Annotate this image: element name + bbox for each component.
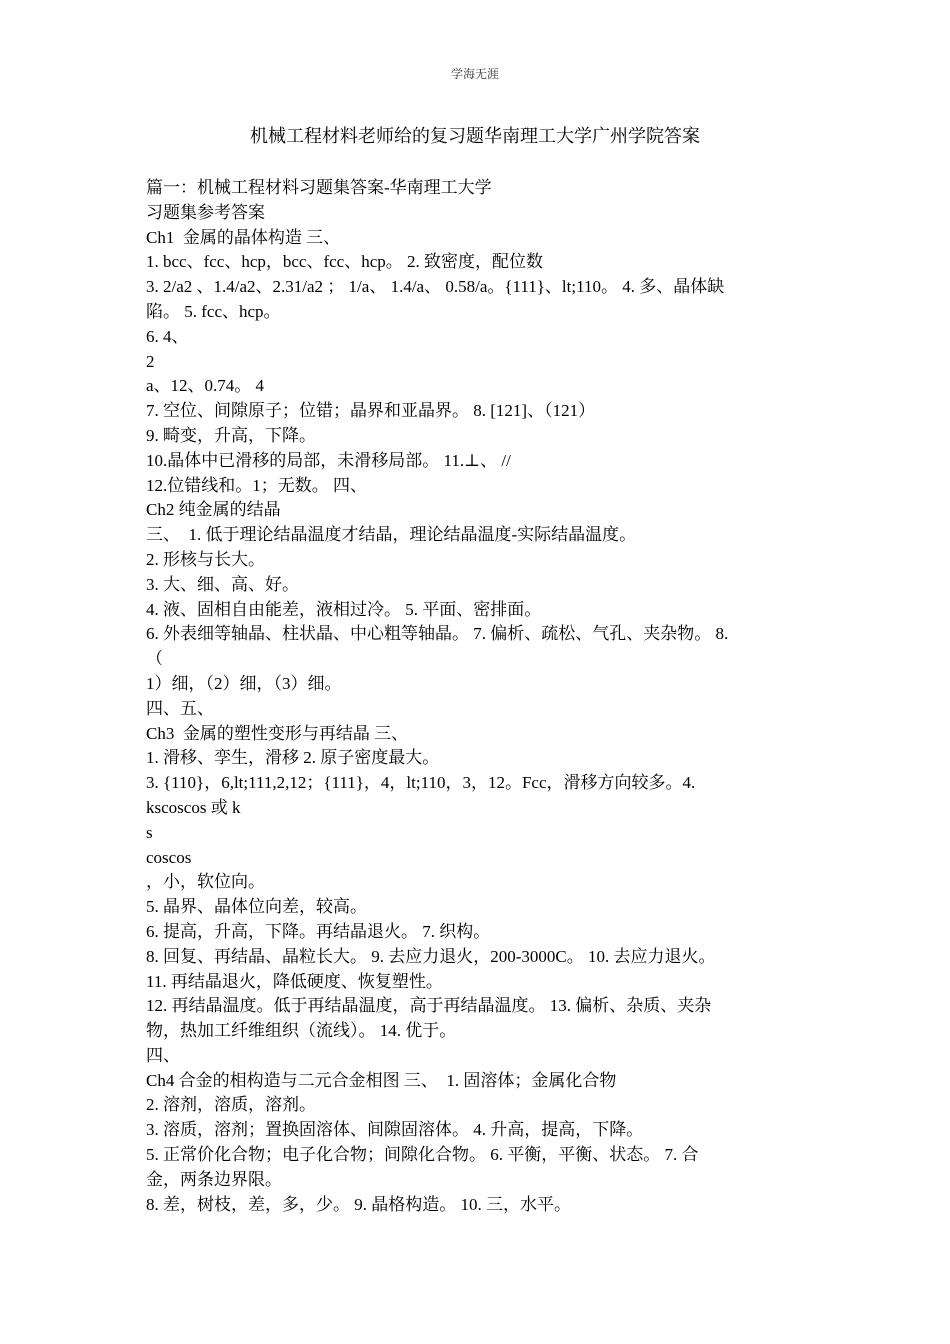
text-line: 3. 大、细、高、好。: [146, 574, 299, 594]
text-line: Ch1 金属的晶体构造 三、: [146, 227, 341, 247]
text-line: 3. {110}，6,lt;111,2,12；{111}，4，lt;110，3，12。Fcc，滑移方向较多。4.: [146, 773, 696, 793]
text-line: 12. 再结晶温度。低于再结晶温度，高于再结晶温度。 13. 偏析、杂质、夹杂: [146, 996, 712, 1016]
text-line: 三、 1. 低于理论结晶温度才结晶，理论结晶温度-实际结晶温度。: [146, 525, 637, 545]
text-line: kscoscos 或 k: [146, 797, 241, 817]
text-line: 8. 回复、再结晶、晶粒长大。 9. 去应力退火，200-3000C。 10. 去应力退火。: [146, 946, 716, 966]
text-line: 陷。 5. fcc、hcp。: [146, 301, 281, 321]
text-line: 金，两条边界限。: [146, 1169, 282, 1189]
text-line: 物，热加工纤维组织（流线）。 14. 优于。: [146, 1021, 457, 1041]
text-line: 8. 差，树枝，差，多，少。 9. 晶格构造。 10. 三，水平。: [146, 1194, 571, 1214]
text-line: 12.位错线和。1；无数。 四、: [146, 475, 367, 495]
document-title: 机械工程材料老师给的复习题华南理工大学广州学院答案: [250, 126, 700, 146]
text-line: Ch2 纯金属的结晶: [146, 500, 281, 520]
text-line: 10.晶体中已滑移的局部，未滑移局部。 11.⊥、 //: [146, 450, 511, 470]
text-line: 11. 再结晶退火，降低硬度、恢复塑性。: [146, 971, 443, 991]
text-line: （: [146, 649, 163, 669]
text-line: 2. 溶剂，溶质，溶剂。: [146, 1095, 316, 1115]
text-line: 5. 正常价化合物；电子化合物；间隙化合物。 6. 平衡，平衡、状态。 7. 合: [146, 1145, 699, 1165]
text-line: 6. 4、: [146, 326, 189, 346]
text-line: 5. 晶界、晶体位向差，较高。: [146, 897, 367, 917]
text-line: Ch3 金属的塑性变形与再结晶 三、: [146, 723, 409, 743]
text-line: 6. 外表细等轴晶、柱状晶、中心粗等轴晶。 7. 偏析、疏松、气孔、夹杂物。 8.: [146, 624, 729, 644]
text-line: 6. 提高，升高，下降。再结晶退火。 7. 织构。: [146, 921, 491, 941]
text-line: coscos: [146, 847, 192, 867]
text-line: Ch4 合金的相构造与二元合金相图 三、 1. 固溶体；金属化合物: [146, 1070, 617, 1090]
text-line: 4. 液、固相自由能差，液相过冷。 5. 平面、密排面。: [146, 599, 542, 619]
text-line: s: [146, 822, 153, 842]
text-line: 3. 2/a2 、1.4/a2、2.31/a2 ； 1/a、 1.4/a、 0.58/a。{111}、lt;110。 4. 多、晶体缺: [146, 277, 725, 297]
document-body: [146, 176, 806, 1217]
text-line: 7. 空位、间隙原子；位错；晶界和亚晶界。 8. [121]、（121）: [146, 401, 596, 421]
text-line: 四、五、: [146, 698, 214, 718]
text-line: 2: [146, 351, 155, 371]
text-line: 1）细，（2）细，（3）细。: [146, 673, 342, 693]
text-line: ，小，软位向。: [146, 872, 265, 892]
text-line: 篇一：机械工程材料习题集答案-华南理工大学: [146, 178, 492, 197]
page-header: 学海无涯: [450, 67, 499, 81]
text-line: a、12、0.74。 4: [146, 376, 265, 396]
text-line: 1. 滑移、孪生，滑移 2. 原子密度最大。: [146, 748, 440, 768]
text-line: 9. 畸变，升高，下降。: [146, 425, 316, 445]
text-line: 习题集参考答案: [146, 202, 265, 222]
text-line: 3. 溶质，溶剂；置换固溶体、间隙固溶体。 4. 升高，提高，下降。: [146, 1120, 644, 1140]
text-line: 2. 形核与长大。: [146, 549, 265, 569]
text-line: 四、: [146, 1045, 180, 1065]
text-line: 1. bcc、fcc、hcp，bcc、fcc、hcp。 2. 致密度，配位数: [146, 252, 544, 272]
